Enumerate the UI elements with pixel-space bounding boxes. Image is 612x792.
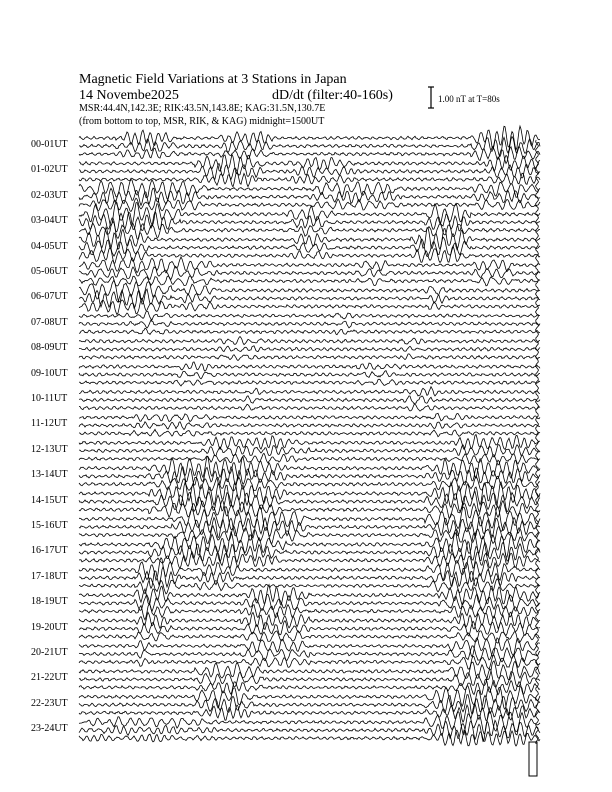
station-order-note: (from bottom to top, MSR, RIK, & KAG) midnight=1500UT bbox=[79, 116, 325, 127]
trace-rik bbox=[79, 422, 540, 430]
edge-marker bbox=[529, 742, 537, 776]
hour-label: 01-02UT bbox=[31, 164, 68, 176]
chart-date: 14 Novembe2025 bbox=[79, 88, 179, 103]
waveform-traces bbox=[79, 126, 540, 746]
trace-msr bbox=[79, 202, 540, 226]
trace-kag bbox=[79, 476, 540, 491]
hour-label: 16-17UT bbox=[31, 545, 68, 557]
hour-label: 19-20UT bbox=[31, 621, 68, 633]
trace-kag bbox=[79, 172, 540, 187]
hour-label: 07-08UT bbox=[31, 316, 68, 328]
hour-label: 02-03UT bbox=[31, 189, 68, 201]
station-coordinates: MSR:44.4N,142.3E; RIK:43.5N,143.8E; KAG:31.5N,130.7E bbox=[79, 103, 326, 114]
hour-label: 06-07UT bbox=[31, 291, 68, 303]
trace-msr bbox=[79, 558, 540, 582]
hour-label: 13-14UT bbox=[31, 469, 68, 481]
trace-rik bbox=[79, 669, 540, 687]
hour-label: 15-16UT bbox=[31, 520, 68, 531]
trace-msr bbox=[79, 686, 540, 710]
trace-msr bbox=[79, 311, 540, 320]
chart-title: Magnetic Field Variations at 3 Stations in Japan bbox=[79, 72, 347, 87]
hour-label: 11-12UT bbox=[31, 418, 68, 430]
hour-label: 04-05UT bbox=[31, 240, 68, 252]
trace-msr bbox=[79, 180, 540, 200]
trace-rik bbox=[79, 164, 540, 180]
trace-kag bbox=[79, 500, 540, 518]
trace-msr bbox=[79, 482, 540, 506]
hour-label: 18-19UT bbox=[31, 596, 68, 608]
hour-label: 21-22UT bbox=[31, 672, 68, 684]
scale-bar-label: 1.00 nT at T=80s bbox=[438, 94, 500, 104]
trace-msr bbox=[79, 435, 540, 450]
trace-kag bbox=[79, 354, 540, 361]
trace-kag bbox=[79, 404, 540, 411]
trace-msr bbox=[79, 362, 540, 371]
hour-label: 10-11UT bbox=[31, 393, 68, 404]
hour-label: 08-09UT bbox=[31, 342, 68, 354]
trace-kag bbox=[79, 453, 540, 465]
trace-rik bbox=[79, 445, 540, 457]
trace-rik bbox=[79, 621, 540, 636]
trace-msr bbox=[79, 387, 540, 396]
trace-kag bbox=[79, 328, 540, 334]
hour-label: 23-24UT bbox=[31, 723, 68, 735]
hour-label: 05-06UT bbox=[31, 266, 68, 277]
hour-label: 14-15UT bbox=[31, 494, 68, 506]
trace-rik bbox=[79, 320, 540, 328]
trace-msr bbox=[79, 413, 540, 421]
trace-rik bbox=[79, 396, 540, 404]
trace-rik bbox=[79, 346, 540, 352]
trace-kag bbox=[79, 379, 540, 386]
hour-label: 12-13UT bbox=[31, 443, 68, 455]
chart-component: dD/dt (filter:40-160s) bbox=[272, 88, 393, 103]
hour-label: 09-10UT bbox=[31, 367, 68, 379]
hour-label: 22-23UT bbox=[31, 697, 68, 709]
trace-kag bbox=[79, 655, 540, 669]
trace-kag bbox=[79, 429, 540, 436]
trace-rik bbox=[79, 371, 540, 379]
hour-label: 00-01UT bbox=[31, 139, 68, 150]
hour-label: 20-21UT bbox=[31, 647, 68, 658]
hour-label: 03-04UT bbox=[31, 215, 68, 227]
trace-msr bbox=[79, 257, 540, 273]
trace-rik bbox=[79, 237, 540, 257]
trace-msr bbox=[79, 337, 540, 345]
scale-bar bbox=[428, 87, 434, 108]
trace-kag bbox=[79, 679, 540, 695]
hour-label: 17-18UT bbox=[31, 570, 68, 582]
trace-kag bbox=[79, 730, 540, 746]
trace-kag bbox=[79, 246, 540, 263]
